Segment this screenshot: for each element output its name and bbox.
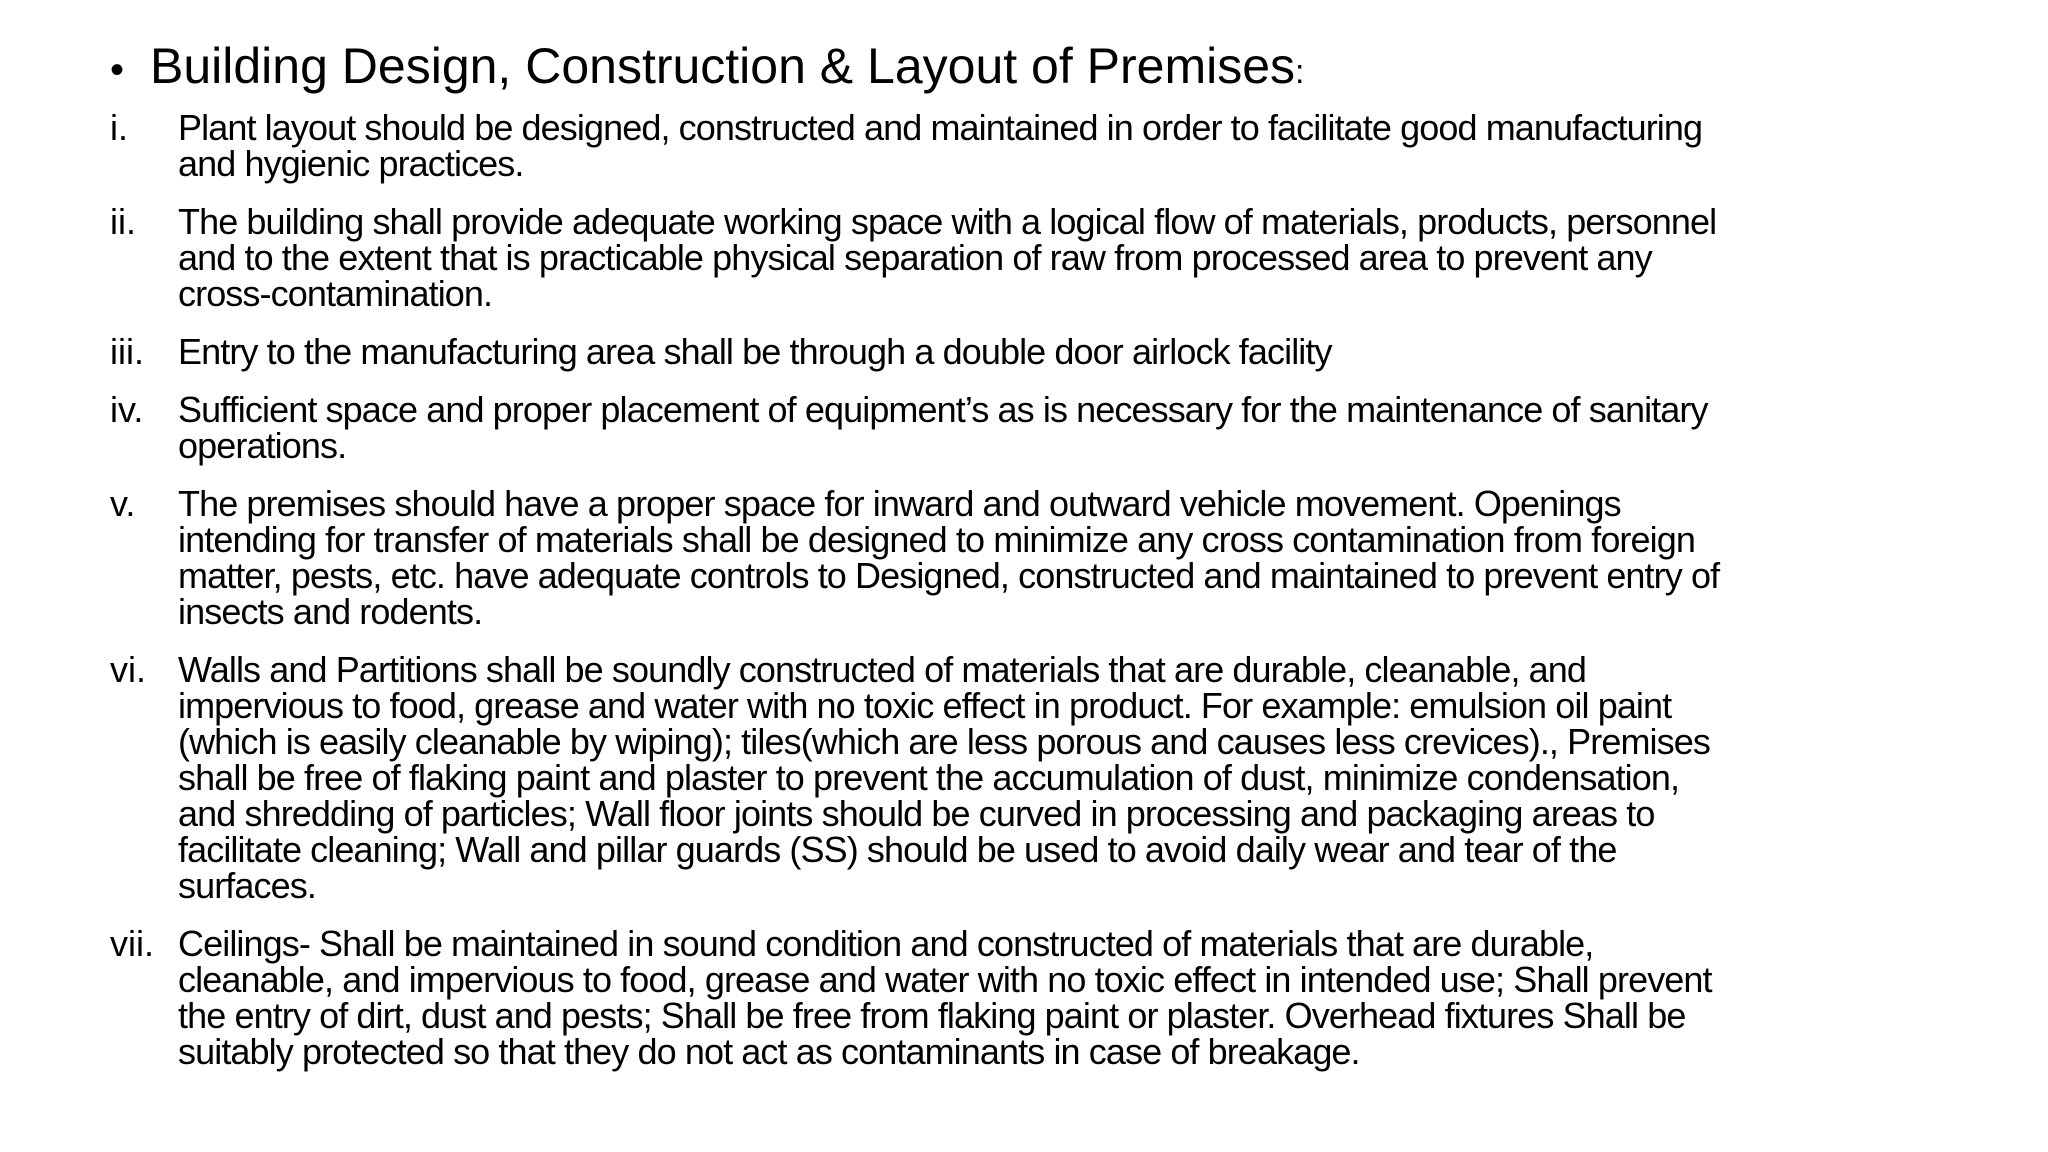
list-item [110, 483, 1990, 632]
list-item-text-line: Ceilings- Shall be maintained in sound condition and constructed of materials that are durable, [178, 923, 1594, 964]
list-item-text-line: suitably protected so that they do not act as contaminants in case of breakage. [178, 1031, 1360, 1072]
list-item-text-line: the entry of dirt, dust and pests; Shall be free from flaking paint or plaster. Overhead fixtures Shall be [178, 995, 1686, 1036]
list-item-text-line: Entry to the manufacturing area shall be through a double door airlock facility [178, 331, 1332, 372]
list-item-numeral: iv. [110, 389, 144, 430]
list-item-text-line: and hygienic practices. [178, 143, 524, 184]
list-item-text-line: and shredding of particles; Wall floor joints should be curved in processing and packaging areas to [178, 793, 1655, 834]
list-item-numeral: v. [110, 483, 136, 524]
numbered-list [110, 107, 1990, 1092]
list-item-text-line: insects and rodents. [178, 591, 483, 632]
list-item [110, 649, 1990, 906]
list-item-text-line: matter, pests, etc. have adequate controls to Designed, constructed and maintained to prevent entry of [178, 555, 1720, 596]
list-item-text-line: impervious to food, grease and water with no toxic effect in product. For example: emulsion oil paint [178, 685, 1672, 726]
list-item-text-line: Walls and Partitions shall be soundly constructed of materials that are durable, cleanable, and [178, 649, 1587, 690]
list-item [110, 923, 1990, 1072]
list-item-text-line: facilitate cleaning; Wall and pillar guards (SS) should be used to avoid daily wear and tear of the [178, 829, 1617, 870]
slide-heading [110, 36, 1990, 102]
list-item-text-line: cleanable, and impervious to food, grease and water with no toxic effect in intended use; Shall prevent [178, 959, 1712, 1000]
list-item-text-line: and to the extent that is practicable physical separation of raw from processed area to prevent any [178, 237, 1652, 278]
list-item-text-line: (which is easily cleanable by wiping); tiles(which are less porous and causes less crevices)., Premises [178, 721, 1710, 762]
heading-bullet: • [110, 48, 125, 92]
list-item-numeral: vi. [110, 649, 146, 690]
list-item [110, 201, 1990, 314]
list-item-text-line: Plant layout should be designed, constructed and maintained in order to facilitate good manufacturing [178, 107, 1703, 148]
list-item-numeral: ii. [110, 201, 136, 242]
list-item-numeral: i. [110, 107, 128, 148]
list-item-text-line: shall be free of flaking paint and plaster to prevent the accumulation of dust, minimize condensation, [178, 757, 1680, 798]
list-item-text-line: Sufficient space and proper placement of equipment’s as is necessary for the maintenance of sanitary [178, 389, 1708, 430]
list-item-text-line: surfaces. [178, 865, 316, 906]
list-item-text-line: operations. [178, 425, 347, 466]
list-item-text-line: intending for transfer of materials shall be designed to minimize any cross contamination from foreign [178, 519, 1695, 560]
list-item-numeral: vii. [110, 923, 154, 964]
list-item [110, 107, 1990, 184]
heading-colon: : [1295, 53, 1305, 91]
list-item-numeral: iii. [110, 331, 144, 372]
list-item-text-line: cross-contamination. [178, 273, 493, 314]
heading-title: Building Design, Construction & Layout of Premises [150, 38, 1296, 94]
list-item [110, 389, 1990, 466]
list-item [110, 331, 1990, 372]
list-item-text-line: The building shall provide adequate working space with a logical flow of materials, products, personnel [178, 201, 1717, 242]
list-item-text-line: The premises should have a proper space for inward and outward vehicle movement. Openings [178, 483, 1621, 524]
